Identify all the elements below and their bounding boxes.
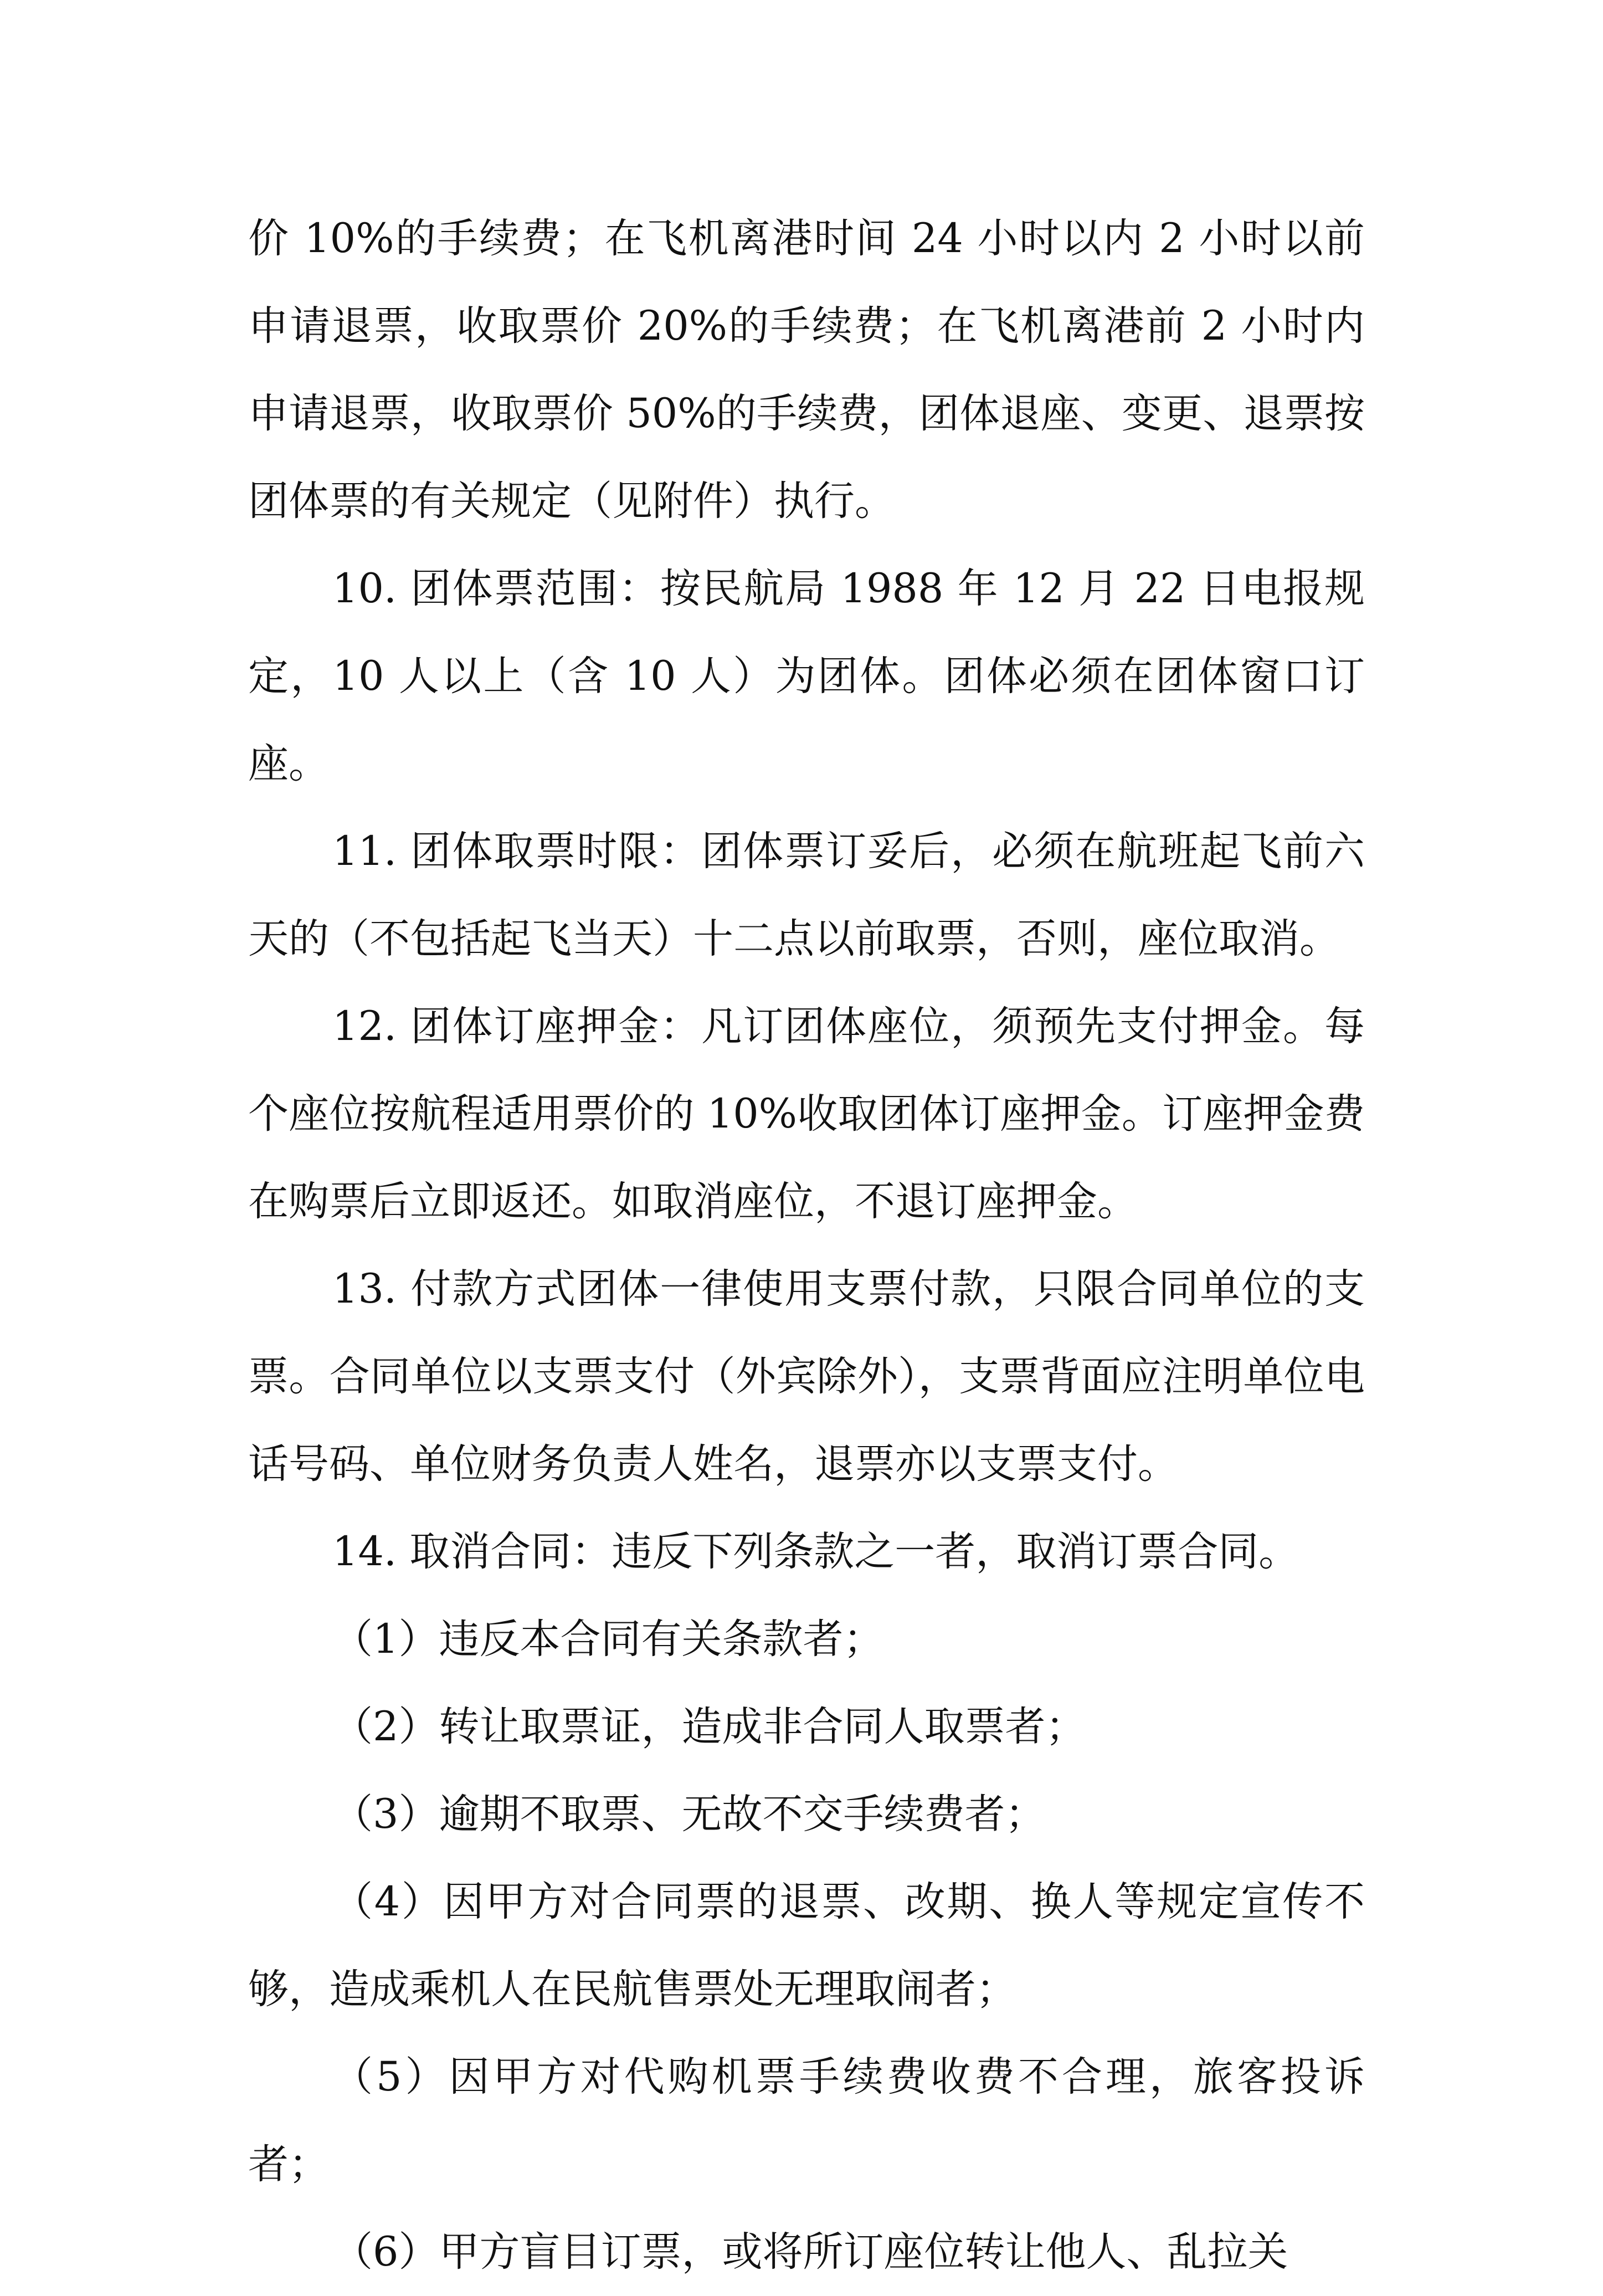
list-item-cancellation-2: （2）转让取票证，造成非合同人取票者； xyxy=(332,1703,1086,1750)
paragraph-group-ticket-scope: 10. 团体票范围：按民航局 1988 年 12 月 22 日电报规定，10 人以上（含 10 人）为团体。团体必须在团体窗口订座。 xyxy=(248,565,1365,787)
list-item-cancellation-1: （1）违反本合同有关条款者； xyxy=(332,1616,884,1663)
paragraph-contract-cancellation: 14. 取消合同：违反下列条款之一者，取消订票合同。 xyxy=(332,1528,1299,1575)
list-item-cancellation-4: （4）因甲方对合同票的退票、改期、换人等规定宣传不够，造成乘机人在民航售票处无理取闹者； xyxy=(248,1878,1365,2013)
paragraph-group-deposit: 12. 团体订座押金：凡订团体座位，须预先支付押金。每个座位按航程适用票价的 10%收取团体订座押金。订座押金费在购票后立即返还。如取消座位，不退订座押金。 xyxy=(248,1003,1365,1225)
paragraph-refund-fees-continued: 价 10%的手续费；在飞机离港时间 24 小时以内 2 小时以前申请退票，收取票价 20%的手续费；在飞机离港前 2 小时内申请退票，收取票价 50%的手续费，团体退座、变更、退票按团体票的有关规定（见附件）执行。 xyxy=(248,215,1365,525)
paragraph-payment-method: 13. 付款方式团体一律使用支票付款，只限合同单位的支票。合同单位以支票支付（外宾除外），支票背面应注明单位电话号码、单位财务负责人姓名，退票亦以支票支付。 xyxy=(248,1265,1365,1488)
document-body xyxy=(248,195,1365,2296)
list-item-cancellation-5: （5）因甲方对代购机票手续费收费不合理，旅客投诉者； xyxy=(248,2053,1365,2188)
paragraph-group-pickup-deadline: 11. 团体取票时限：团体票订妥后，必须在航班起飞前六天的（不包括起飞当天）十二点以前取票，否则，座位取消。 xyxy=(248,828,1365,962)
list-item-cancellation-6: （6）甲方盲目订票，或将所订座位转让他人、乱拉关 xyxy=(332,2228,1288,2276)
list-item-cancellation-3: （3）逾期不取票、无故不交手续费者； xyxy=(332,1791,1046,1838)
